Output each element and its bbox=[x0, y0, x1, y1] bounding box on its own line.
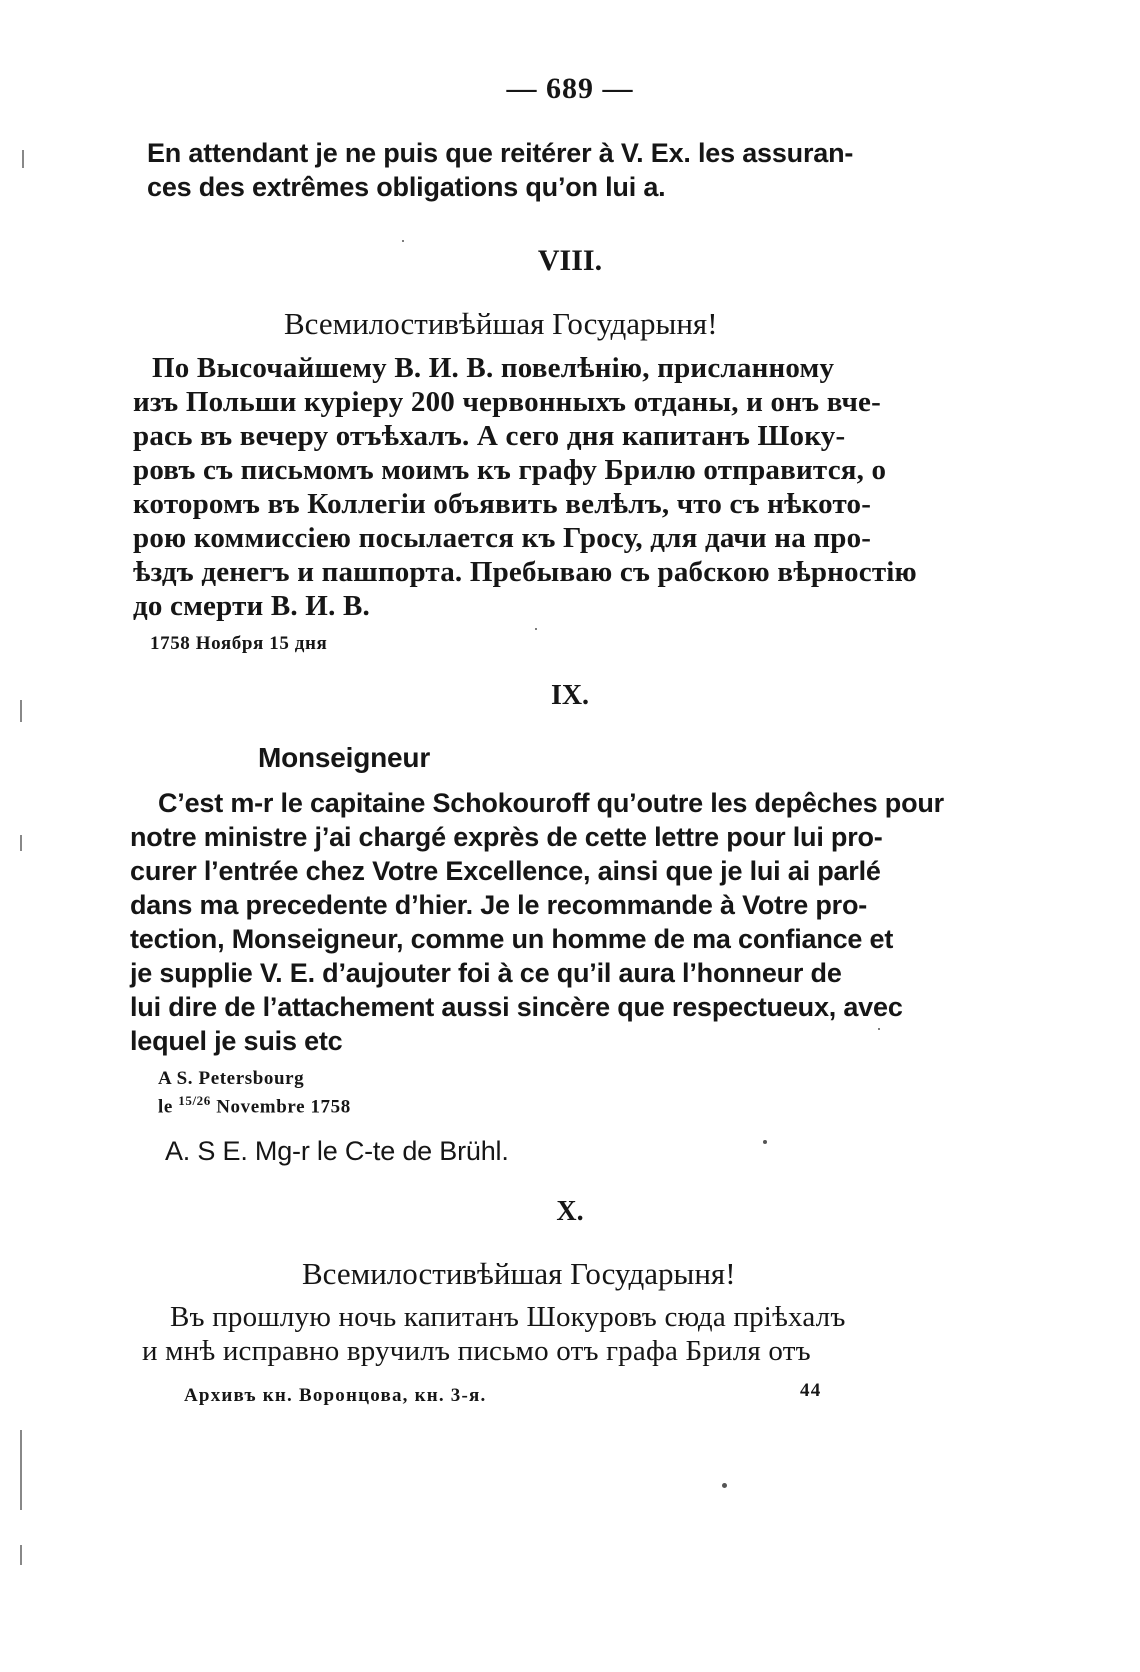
opening-line-1: En attendant je ne puis que reitérer à V. Ex. les assuran- bbox=[147, 138, 854, 168]
scan-speck bbox=[878, 1028, 880, 1030]
page-number: — 689 — bbox=[506, 72, 634, 105]
footer-signature-number: 44 bbox=[800, 1380, 822, 1401]
opening-line-2: ces des extrêmes obligations qu’on lui a. bbox=[147, 172, 666, 202]
section-x-line: и мнѣ исправно вручилъ письмо отъ графа Бриля отъ bbox=[142, 1335, 811, 1367]
section-x-numeral: X. bbox=[556, 1196, 584, 1227]
section-viii-line: до смерти В. И. В. bbox=[133, 590, 370, 622]
margin-mark bbox=[22, 150, 24, 168]
section-viii-line: изъ Польши куріеру 200 червонныхъ отданы, и онъ вче- bbox=[133, 386, 881, 418]
section-viii-line: рась въ вечеру отъѣхалъ. А сего дня капитанъ Шоку- bbox=[133, 420, 846, 452]
section-ix-date-fraction: 15/26 bbox=[178, 1093, 211, 1108]
scan-speck bbox=[722, 1483, 727, 1488]
section-ix-line: je supplie V. E. d’aujouter foi à ce qu’il aura l’honneur de bbox=[130, 958, 842, 988]
margin-mark bbox=[20, 1430, 22, 1510]
section-ix-line: tection, Monseigneur, comme un homme de ma confiance et bbox=[130, 924, 894, 954]
scan-speck bbox=[535, 628, 537, 630]
scan-speck bbox=[763, 1140, 767, 1144]
section-ix-line: dans ma precedente d’hier. Je le recommande à Votre pro- bbox=[130, 890, 868, 920]
margin-mark bbox=[20, 835, 22, 851]
section-viii-line: ровъ съ письмомъ моимъ къ графу Брилю отправится, о bbox=[133, 454, 887, 486]
section-viii-numeral: VIII. bbox=[537, 244, 603, 277]
section-viii-date: 1758 Ноября 15 дня bbox=[150, 633, 328, 654]
section-ix-salutation: Monseigneur bbox=[258, 742, 431, 773]
section-ix-date-suffix: Novembre 1758 bbox=[210, 1096, 351, 1118]
section-ix-address: A. S E. Mg-r le C-te de Brühl. bbox=[165, 1136, 509, 1166]
section-viii-salutation: Всемилостивѣйшая Государыня! bbox=[284, 306, 718, 341]
section-ix-date bbox=[158, 1093, 351, 1118]
footer-source: Архивъ кн. Воронцова, кн. 3-я. bbox=[184, 1385, 487, 1406]
section-ix-line: notre ministre j’ai chargé exprès de cette lettre pour lui pro- bbox=[130, 822, 883, 852]
section-x-line: Въ прошлую ночь капитанъ Шокуровъ сюда пріѣхалъ bbox=[170, 1301, 846, 1333]
margin-mark bbox=[20, 700, 22, 722]
section-ix-date-prefix: le bbox=[158, 1096, 179, 1118]
section-ix-line: C’est m-r le capitaine Schokouroff qu’outre les depêches pour bbox=[158, 788, 944, 818]
section-ix-numeral: IX. bbox=[550, 680, 590, 711]
section-viii-line: рою коммиссіею посылается къ Гросу, для дачи на про- bbox=[133, 522, 872, 554]
section-ix-place: A S. Petersbourg bbox=[158, 1068, 305, 1089]
section-ix-line: lui dire de l’attachement aussi sincère que respectueux, avec bbox=[130, 992, 903, 1022]
section-x-salutation: Всемилостивѣйшая Государыня! bbox=[302, 1256, 736, 1291]
margin-mark bbox=[20, 1545, 22, 1565]
section-ix-line: curer l’entrée chez Votre Excellence, ainsi que je lui ai parlé bbox=[130, 856, 881, 886]
section-viii-line: ѣздъ денегъ и пашпорта. Пребываю съ рабскою вѣрностію bbox=[133, 556, 917, 588]
scan-speck bbox=[402, 240, 404, 242]
section-viii-line: которомъ въ Коллегіи объявить велѣлъ, что съ нѣкото- bbox=[133, 488, 872, 520]
section-viii-line: По Высочайшему В. И. В. повелѣнію, присланному bbox=[152, 352, 835, 384]
section-ix-line: lequel je suis etc bbox=[130, 1026, 343, 1056]
